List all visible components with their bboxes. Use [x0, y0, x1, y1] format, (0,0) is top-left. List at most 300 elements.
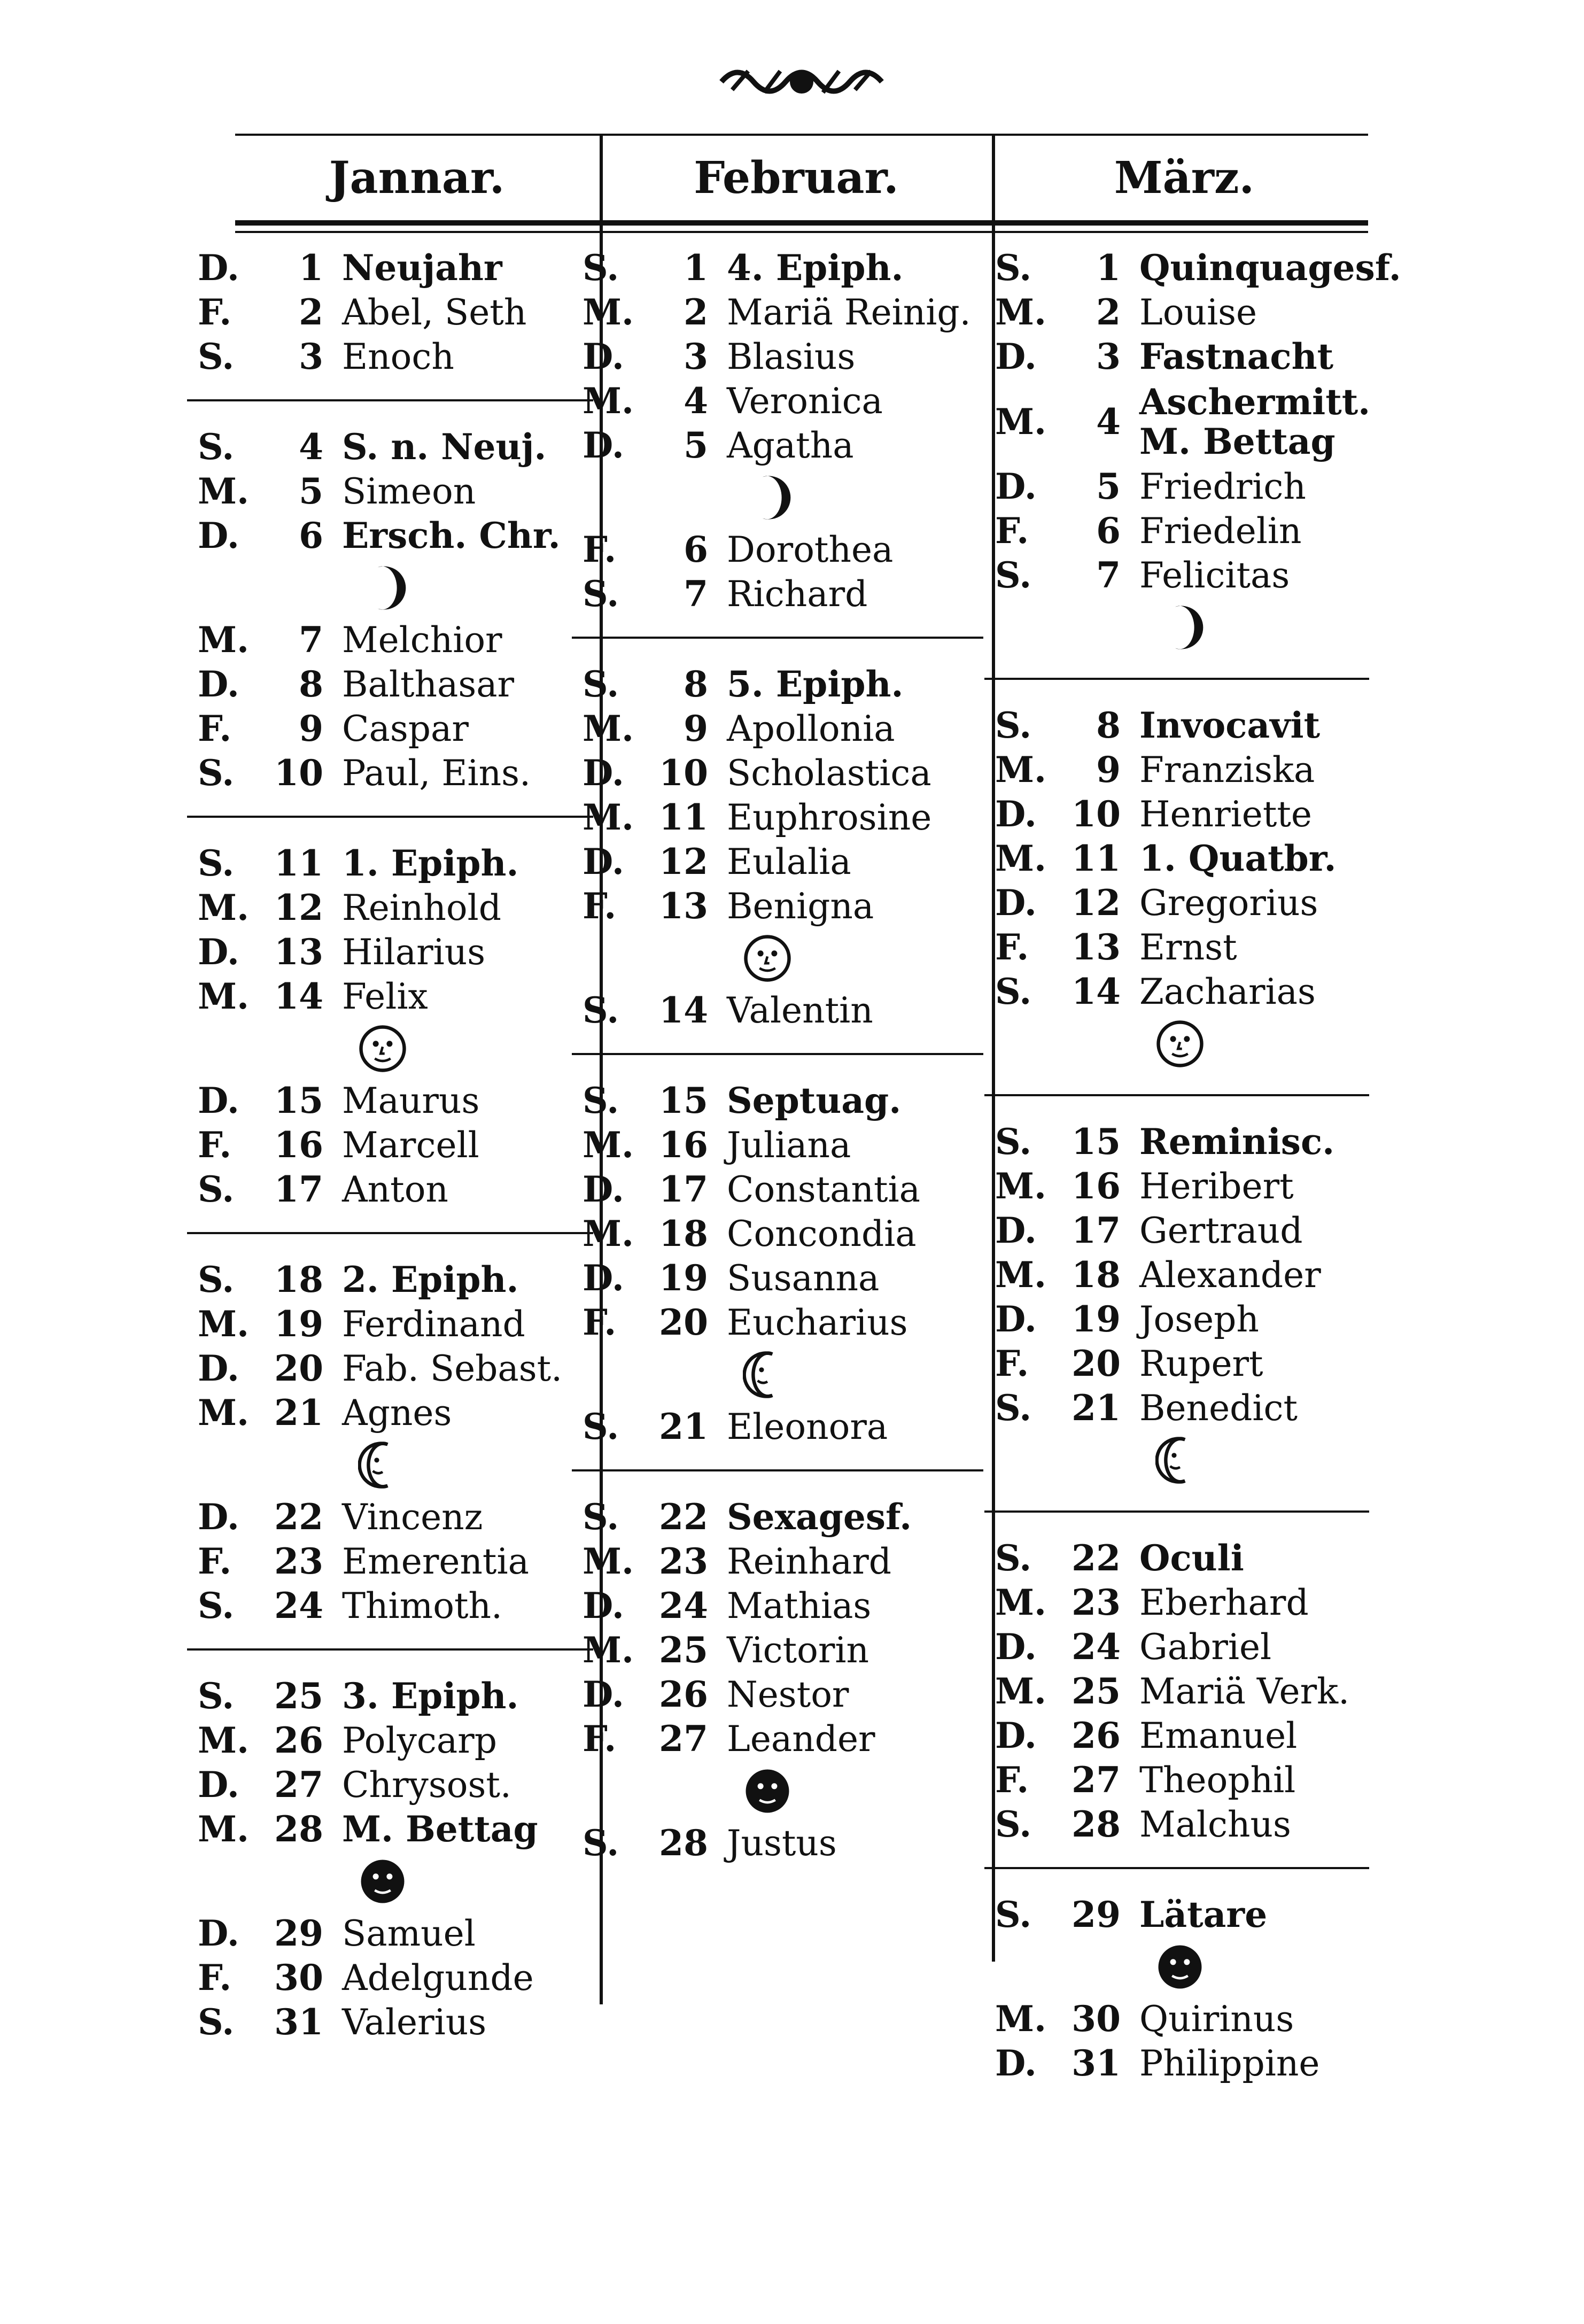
feast-name: Lätare	[1139, 1894, 1268, 1935]
weekday-abbrev: F.	[583, 1718, 617, 1760]
day-number: 19	[659, 1257, 708, 1299]
calendar-day-row	[583, 572, 983, 616]
day-number: 4	[1096, 401, 1121, 443]
calendar-day-row	[198, 469, 593, 514]
weekday-abbrev: M.	[198, 619, 250, 661]
weekday-abbrev: M.	[995, 1165, 1047, 1207]
day-number: 27	[274, 1764, 323, 1806]
weekday-abbrev: M.	[995, 291, 1047, 333]
moon-first-quarter-icon	[1155, 603, 1205, 652]
calendar-day-row	[583, 1821, 983, 1865]
day-number: 12	[659, 841, 708, 882]
day-number: 29	[274, 1912, 323, 1954]
day-number: 23	[274, 1540, 323, 1582]
weekday-abbrev: M.	[583, 1540, 634, 1582]
calendar-day-row	[583, 528, 983, 572]
feast-name: 5. Epiph.	[727, 663, 904, 705]
calendar-day-row	[583, 423, 983, 468]
day-number: 9	[299, 708, 323, 749]
saint-name: Eulalia	[727, 841, 851, 882]
moon-first-quarter-icon	[743, 473, 792, 522]
weekday-abbrev: D.	[995, 1715, 1037, 1756]
calendar-day-row	[995, 748, 1369, 792]
feast-name: Reminisc.	[1139, 1121, 1335, 1163]
weekday-abbrev: D.	[583, 1257, 624, 1299]
calendar-day-row	[995, 1625, 1369, 1669]
calendar-day-row	[583, 1123, 983, 1167]
day-number: 8	[299, 663, 323, 705]
feast-name: Sexagesf.	[727, 1496, 912, 1538]
calendar-day-row	[995, 379, 1369, 464]
day-number: 11	[659, 796, 708, 838]
calendar-day-row	[583, 751, 983, 795]
moon-phase	[198, 1019, 593, 1079]
top-rule	[235, 134, 1368, 136]
group-divider	[572, 1053, 983, 1055]
day-number: 12	[274, 887, 323, 928]
saint-name: Anton	[342, 1169, 448, 1210]
saint-name: Reinhard	[727, 1541, 892, 1582]
saint-name: Eleonora	[727, 1406, 888, 1447]
weekday-abbrev: D.	[198, 1764, 239, 1806]
calendar-day-row	[583, 379, 983, 423]
calendar-day-row	[995, 881, 1369, 925]
day-number: 10	[659, 752, 708, 794]
calendar-day-row	[995, 1997, 1369, 2041]
weekday-abbrev: S.	[198, 2001, 235, 2043]
saint-name: Thimoth.	[342, 1585, 502, 1626]
saint-name: Polycarp	[342, 1720, 497, 1761]
saint-name: Emerentia	[342, 1541, 529, 1582]
saint-name: Mariä Reinig.	[727, 292, 971, 333]
moon-phase	[583, 928, 983, 988]
day-number: 16	[1071, 1165, 1121, 1207]
day-number: 2	[299, 291, 323, 333]
saint-name: Marcell	[342, 1125, 479, 1166]
weekday-abbrev: M.	[198, 470, 250, 512]
weekday-abbrev: F.	[995, 1343, 1029, 1384]
day-number: 5	[684, 424, 708, 466]
day-number: 17	[274, 1168, 323, 1210]
calendar-day-row	[995, 703, 1369, 748]
week-group	[583, 662, 983, 1033]
day-number: 2	[1096, 291, 1121, 333]
column-march	[995, 246, 1401, 2086]
day-number: 16	[274, 1124, 323, 1166]
calendar-day-row	[583, 1628, 983, 1672]
day-number: 26	[1071, 1715, 1121, 1756]
saint-name: Ernst	[1139, 927, 1237, 968]
day-number: 30	[274, 1957, 323, 1998]
saint-name: Euphrosine	[727, 797, 932, 838]
saint-name: Abel, Seth	[342, 292, 527, 333]
weekday-abbrev: M.	[995, 1582, 1047, 1623]
weekday-abbrev: F.	[198, 291, 232, 333]
calendar-day-row	[198, 930, 593, 974]
calendar-day-row	[583, 1300, 983, 1345]
week-group	[995, 1893, 1369, 2086]
calendar-day-row	[198, 886, 593, 930]
weekday-abbrev: D.	[995, 2042, 1037, 2084]
week-group	[995, 246, 1401, 657]
ornament-icon	[716, 58, 887, 106]
weekday-abbrev: S.	[995, 1803, 1032, 1845]
calendar-day-row	[995, 1164, 1369, 1209]
calendar-day-row	[995, 970, 1369, 1014]
day-number: 23	[1071, 1582, 1121, 1623]
weekday-abbrev: S.	[198, 426, 235, 468]
weekday-abbrev: M.	[198, 975, 250, 1017]
day-number: 31	[274, 2001, 323, 2043]
feast-name: Quinquagesf.	[1139, 247, 1401, 289]
weekday-abbrev: M.	[583, 1213, 634, 1254]
day-number: 8	[1096, 704, 1121, 746]
weekday-abbrev: D.	[583, 1674, 624, 1715]
day-number: 10	[274, 752, 323, 794]
new-moon-icon	[1155, 1942, 1205, 1992]
calendar-day-row	[995, 925, 1369, 970]
saint-name: Eberhard	[1139, 1582, 1309, 1623]
weekday-abbrev: S.	[198, 1675, 235, 1717]
calendar-day-row	[198, 1718, 593, 1763]
calendar-day-row	[198, 618, 593, 662]
saint-name: Friedrich	[1139, 466, 1306, 507]
saint-name: Chrysost.	[342, 1764, 511, 1806]
weekday-abbrev: D.	[995, 1298, 1037, 1340]
calendar-day-row	[995, 246, 1401, 290]
day-number: 18	[1071, 1254, 1121, 1296]
saint-name: Mariä Verk.	[1139, 1671, 1350, 1712]
saint-name: Valerius	[342, 2002, 487, 2043]
day-number: 20	[274, 1347, 323, 1389]
feast-name: Aschermitt. M. Bettag	[1139, 381, 1371, 462]
weekday-abbrev: F.	[198, 708, 232, 749]
weekday-abbrev: D.	[198, 931, 239, 973]
day-number: 25	[274, 1675, 323, 1717]
saint-name: Valentin	[727, 990, 873, 1031]
day-number: 17	[659, 1168, 708, 1210]
calendar-day-row	[995, 1297, 1369, 1342]
day-number: 19	[274, 1303, 323, 1345]
calendar-day-row	[995, 290, 1369, 335]
calendar-day-row	[995, 1581, 1369, 1625]
calendar-day-row	[198, 1258, 593, 1302]
weekday-abbrev: S.	[995, 1894, 1032, 1935]
weekday-abbrev: M.	[198, 1808, 250, 1850]
day-number: 13	[1071, 926, 1121, 968]
calendar-day-row	[995, 2041, 1369, 2086]
day-number: 11	[274, 842, 323, 884]
moon-phase	[995, 1937, 1369, 1997]
calendar-day-row	[198, 514, 593, 558]
saint-name: Felix	[342, 976, 428, 1017]
weekday-abbrev: M.	[583, 796, 634, 838]
weekday-abbrev: F.	[583, 1302, 617, 1343]
weekday-abbrev: S.	[583, 1080, 619, 1121]
calendar-day-row	[198, 1674, 593, 1718]
weekday-abbrev: M.	[583, 1124, 634, 1166]
group-divider	[187, 399, 593, 401]
saint-name: Adelgunde	[342, 1957, 534, 1998]
day-number: 20	[1071, 1343, 1121, 1384]
day-number: 24	[274, 1585, 323, 1626]
day-number: 14	[274, 975, 323, 1017]
saint-name: Gregorius	[1139, 882, 1318, 924]
full-moon-icon	[358, 1024, 407, 1073]
saint-name: Joseph	[1139, 1299, 1259, 1340]
day-number: 15	[1071, 1121, 1121, 1163]
saint-name: Victorin	[727, 1630, 869, 1671]
day-number: 30	[1071, 1998, 1121, 2040]
week-group	[995, 1120, 1369, 1490]
weekday-abbrev: D.	[198, 1080, 239, 1121]
calendar-day-row	[583, 884, 983, 928]
week-group	[995, 1536, 1369, 1847]
calendar-day-row	[583, 1717, 983, 1761]
saint-name: Constantia	[727, 1169, 920, 1210]
weekday-abbrev: D.	[995, 336, 1037, 377]
saint-name: Vincenz	[342, 1497, 483, 1538]
saint-name: Heribert	[1139, 1166, 1294, 1207]
calendar-day-row	[583, 1539, 983, 1584]
saint-name: Agnes	[342, 1392, 452, 1434]
day-number: 7	[1096, 554, 1121, 596]
moon-first-quarter-icon	[358, 563, 407, 613]
saint-name: Franziska	[1139, 749, 1315, 791]
saint-name: Samuel	[342, 1913, 476, 1954]
weekday-abbrev: D.	[198, 1912, 239, 1954]
weekday-abbrev: M.	[583, 1629, 634, 1671]
weekday-abbrev: S.	[995, 1387, 1032, 1429]
calendar-day-row	[995, 1802, 1369, 1847]
weekday-abbrev: S.	[583, 663, 619, 705]
day-number: 3	[1096, 336, 1121, 377]
week-group	[198, 1674, 593, 2044]
weekday-abbrev: S.	[583, 1496, 619, 1538]
moon-phase	[583, 1761, 983, 1821]
calendar-day-row	[198, 246, 593, 290]
weekday-abbrev: S.	[583, 1406, 619, 1447]
group-divider	[984, 1094, 1369, 1096]
moon-phase	[995, 1430, 1369, 1490]
group-divider	[572, 1469, 983, 1471]
day-number: 14	[659, 989, 708, 1031]
day-number: 1	[299, 247, 323, 289]
calendar-day-row	[198, 974, 593, 1019]
calendar-day-row	[583, 707, 983, 751]
group-divider	[984, 678, 1369, 680]
saint-name: Apollonia	[727, 708, 895, 749]
calendar-day-row	[583, 1584, 983, 1628]
calendar-day-row	[583, 988, 983, 1033]
column-january	[198, 246, 593, 2044]
day-number: 15	[274, 1080, 323, 1121]
calendar-day-row	[995, 1342, 1369, 1386]
moon-last-quarter-icon	[743, 1350, 792, 1399]
saint-name: Gertraud	[1139, 1210, 1303, 1251]
saint-name: Concondia	[727, 1213, 917, 1254]
day-number: 6	[1096, 510, 1121, 552]
calendar-day-row	[583, 1672, 983, 1717]
calendar-day-row	[198, 707, 593, 751]
saint-name: Hilarius	[342, 932, 486, 973]
calendar-day-row	[198, 751, 593, 795]
feast-name: Neujahr	[342, 247, 502, 289]
day-number: 19	[1071, 1298, 1121, 1340]
calendar-day-row	[995, 509, 1369, 553]
weekday-abbrev: D.	[198, 247, 239, 289]
calendar-day-row	[995, 464, 1369, 509]
column-february	[583, 246, 983, 1865]
weekday-abbrev: S.	[198, 1259, 235, 1300]
saint-name: Paul, Eins.	[342, 753, 531, 794]
weekday-abbrev: M.	[198, 1392, 250, 1434]
saint-name: Dorothea	[727, 529, 894, 570]
weekday-abbrev: S.	[995, 554, 1032, 596]
calendar-day-row	[198, 1167, 593, 1212]
calendar-day-row	[583, 1079, 983, 1123]
saint-name: Juliana	[727, 1125, 851, 1166]
calendar-day-row	[198, 335, 593, 379]
feast-name: 3. Epiph.	[342, 1675, 519, 1717]
week-group	[198, 1258, 593, 1628]
weekday-abbrev: F.	[583, 885, 617, 927]
calendar-day-row	[995, 1386, 1369, 1430]
weekday-abbrev: F.	[995, 1759, 1029, 1801]
week-group	[583, 246, 983, 616]
calendar-day-row	[995, 836, 1369, 881]
moon-phase	[198, 558, 593, 618]
calendar-day-row	[198, 290, 593, 335]
weekday-abbrev: D.	[583, 752, 624, 794]
calendar-day-row	[198, 1079, 593, 1123]
calendar-day-row	[583, 246, 983, 290]
weekday-abbrev: M.	[995, 1670, 1047, 1712]
day-number: 16	[659, 1124, 708, 1166]
day-number: 4	[684, 380, 708, 422]
weekday-abbrev: M.	[995, 838, 1047, 879]
weekday-abbrev: S.	[198, 336, 235, 377]
day-number: 7	[684, 573, 708, 615]
weekday-abbrev: M.	[995, 401, 1047, 443]
week-group	[198, 425, 593, 795]
week-group	[583, 1495, 983, 1865]
saint-name: Richard	[727, 574, 868, 615]
calendar-day-row	[198, 1495, 593, 1539]
day-number: 21	[274, 1392, 323, 1434]
full-moon-icon	[1155, 1019, 1205, 1068]
group-divider	[984, 1510, 1369, 1513]
saint-name: Eucharius	[727, 1302, 908, 1343]
group-divider	[984, 1867, 1369, 1869]
feast-name: S. n. Neuj.	[342, 426, 547, 468]
day-number: 6	[684, 529, 708, 570]
week-group	[198, 841, 593, 1212]
saint-name: Balthasar	[342, 664, 515, 705]
saint-name: Zacharias	[1139, 971, 1316, 1012]
saint-name: Nestor	[727, 1674, 849, 1715]
day-number: 13	[659, 885, 708, 927]
calendar-day-row	[198, 1346, 593, 1391]
day-number: 24	[659, 1585, 708, 1626]
saint-name: Mathias	[727, 1585, 872, 1626]
weekday-abbrev: F.	[198, 1540, 232, 1582]
calendar-day-row	[198, 1302, 593, 1346]
weekday-abbrev: S.	[583, 247, 619, 289]
day-number: 6	[299, 515, 323, 556]
weekday-abbrev: S.	[583, 1822, 619, 1864]
day-number: 2	[684, 291, 708, 333]
calendar-day-row	[995, 335, 1369, 379]
calendar-day-row	[995, 1253, 1369, 1297]
calendar-day-row	[583, 1167, 983, 1212]
calendar-day-row	[995, 1536, 1369, 1581]
saint-name: Gabriel	[1139, 1626, 1272, 1668]
day-number: 21	[1071, 1387, 1121, 1429]
feast-name: Invocavit	[1139, 704, 1321, 746]
day-number: 13	[274, 931, 323, 973]
day-number: 1	[684, 247, 708, 289]
day-number: 9	[1096, 749, 1121, 791]
saint-name: Emanuel	[1139, 1715, 1298, 1756]
month-title-march: März.	[1114, 152, 1255, 204]
calendar-day-row	[583, 1212, 983, 1256]
weekday-abbrev: M.	[583, 708, 634, 749]
moon-phase	[583, 468, 983, 528]
feast-name: 1. Quatbr.	[1139, 838, 1337, 879]
saint-name: Melchior	[342, 619, 502, 661]
calendar-day-row	[583, 1256, 983, 1300]
header-rule	[235, 220, 1368, 226]
group-divider	[572, 637, 983, 639]
weekday-abbrev: F.	[198, 1957, 232, 1998]
weekday-abbrev: S.	[995, 1537, 1032, 1579]
weekday-abbrev: M.	[198, 1719, 250, 1761]
day-number: 10	[1071, 793, 1121, 835]
day-number: 5	[299, 470, 323, 512]
weekday-abbrev: D.	[995, 793, 1037, 835]
day-number: 25	[659, 1629, 708, 1671]
new-moon-icon	[743, 1767, 792, 1816]
saint-name: Alexander	[1139, 1254, 1321, 1296]
week-group	[198, 246, 593, 379]
day-number: 4	[299, 426, 323, 468]
weekday-abbrev: D.	[198, 515, 239, 556]
weekday-abbrev: M.	[198, 1303, 250, 1345]
calendar-day-row	[198, 662, 593, 707]
day-number: 20	[659, 1302, 708, 1343]
new-moon-icon	[358, 1857, 407, 1906]
calendar-day-row	[995, 1669, 1369, 1714]
weekday-abbrev: D.	[583, 1585, 624, 1626]
weekday-abbrev: M.	[995, 1998, 1047, 2040]
saint-name: Caspar	[342, 708, 469, 749]
calendar-day-row	[198, 1123, 593, 1167]
weekday-abbrev: M.	[995, 749, 1047, 791]
day-number: 25	[1071, 1670, 1121, 1712]
feast-name: Fastnacht	[1139, 336, 1334, 377]
calendar-day-row	[583, 335, 983, 379]
saint-name: Benigna	[727, 886, 874, 927]
saint-name: Scholastica	[727, 753, 931, 794]
day-number: 15	[659, 1080, 708, 1121]
saint-name: Philippine	[1139, 2043, 1320, 2084]
saint-name: Malchus	[1139, 1804, 1291, 1845]
calendar-day-row	[198, 1807, 593, 1852]
feast-name: 1. Epiph.	[342, 842, 519, 884]
weekday-abbrev: S.	[995, 704, 1032, 746]
saint-name: Theophil	[1139, 1760, 1296, 1801]
